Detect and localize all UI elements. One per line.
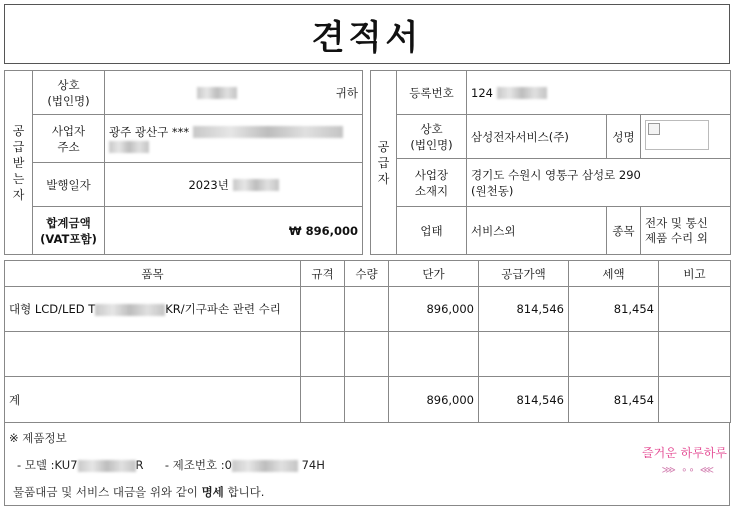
- recipient-table: [4, 70, 363, 255]
- supplier-side-label: 공급자: [371, 71, 397, 255]
- item-note: [659, 287, 731, 332]
- serial-redacted: [232, 460, 298, 472]
- header-spec: 규격: [301, 261, 345, 287]
- header-note: 비고: [659, 261, 731, 287]
- business-label: 업태: [397, 207, 467, 255]
- header-qty: 수량: [345, 261, 389, 287]
- total-row-note: [659, 377, 731, 423]
- header-unit-price: 단가: [389, 261, 479, 287]
- business-value: 서비스외: [467, 207, 607, 255]
- recipient-address-label: 사업자 주소: [33, 115, 105, 163]
- product-info-heading: ※ 제품정보: [9, 431, 67, 445]
- item-name: [5, 332, 301, 377]
- footer-section: [4, 422, 730, 506]
- category-label: 종목: [607, 207, 641, 255]
- item-name: [5, 287, 301, 332]
- serial-label: - 제조번호 :0: [164, 458, 232, 472]
- serial-suffix: 74H: [301, 458, 325, 472]
- recipient-company-label: 상호 (법인명): [33, 71, 105, 115]
- watermark-deco: ⋙ ∘∘ ⋘: [661, 465, 715, 476]
- item-name-redacted: [95, 304, 165, 316]
- recipient-company-redacted: [197, 87, 237, 99]
- total-row-label: 계: [5, 377, 301, 423]
- table-row: [5, 332, 731, 377]
- issue-date-redacted: [233, 179, 279, 191]
- items-table: [4, 260, 731, 423]
- item-spec: [301, 287, 345, 332]
- total-row-spec: [301, 377, 345, 423]
- location-value: 경기도 수원시 영통구 삼성로 290 (원천동): [467, 159, 731, 207]
- recipient-side-label: 공급받는자: [5, 71, 33, 255]
- model-redacted: [78, 460, 136, 472]
- reg-no-value: 124: [471, 85, 493, 100]
- supplier-name-label: 성명: [607, 115, 641, 159]
- total-row-unit-price: 896,000: [389, 377, 479, 423]
- item-qty: [345, 287, 389, 332]
- item-supply: 814,546: [479, 287, 569, 332]
- table-row: [5, 287, 731, 332]
- recipient-company-suffix: 귀하: [335, 85, 358, 100]
- statement-suffix: 합니다.: [223, 485, 265, 499]
- item-note: [659, 332, 731, 377]
- model-line: [17, 457, 325, 473]
- header-tax: 세액: [569, 261, 659, 287]
- recipient-company-cell: [105, 71, 363, 115]
- header-supply: 공급가액: [479, 261, 569, 287]
- item-supply: [479, 332, 569, 377]
- reg-no-label: 등록번호: [397, 71, 467, 115]
- item-name-prefix: 대형 LCD/LED T: [9, 302, 96, 316]
- total-row-qty: [345, 377, 389, 423]
- item-unit-price: 896,000: [389, 287, 479, 332]
- item-tax: 81,454: [569, 287, 659, 332]
- statement-line: [13, 484, 264, 500]
- signature-image: [645, 120, 709, 150]
- issue-date-label: 발행일자: [33, 163, 105, 207]
- total-value: ₩ 896,000: [105, 207, 363, 255]
- supplier-company-value: 삼성전자서비스(주): [467, 115, 607, 159]
- issue-date-value: 2023년: [188, 177, 229, 192]
- location-label: 사업장 소재지: [397, 159, 467, 207]
- supplier-table: [370, 70, 731, 255]
- total-row-tax: 81,454: [569, 377, 659, 423]
- item-unit-price: [389, 332, 479, 377]
- model-suffix: R: [135, 458, 144, 472]
- recipient-address-cell: [105, 115, 363, 163]
- item-name-suffix: KR/기구파손 관련 수리: [165, 302, 281, 316]
- item-tax: [569, 332, 659, 377]
- signature-cell: [641, 115, 731, 159]
- total-row-supply: 814,546: [479, 377, 569, 423]
- total-label: 합계금액 (VAT포함): [33, 207, 105, 255]
- address-redacted-2: [109, 141, 149, 153]
- watermark-text: 즐거운 하루하루: [642, 446, 727, 460]
- total-row: [5, 377, 731, 423]
- address-redacted: [193, 126, 343, 138]
- issue-date-cell: [105, 163, 363, 207]
- supplier-company-label: 상호 (법인명): [397, 115, 467, 159]
- items-header-row: [5, 261, 731, 287]
- statement-prefix: 물품대금 및 서비스 대금을 위와 같이: [13, 485, 202, 499]
- reg-no-redacted: [497, 87, 547, 99]
- header-item: 품목: [5, 261, 301, 287]
- statement-bold: 명세: [201, 485, 224, 499]
- item-spec: [301, 332, 345, 377]
- model-label: - 모델 :KU7: [17, 458, 78, 472]
- category-value: 전자 및 통신 제품 수리 외: [641, 207, 731, 255]
- recipient-address-value: 광주 광산구 ***: [109, 124, 190, 139]
- document-title: 견적서: [4, 4, 730, 64]
- reg-no-cell: [467, 71, 731, 115]
- item-qty: [345, 332, 389, 377]
